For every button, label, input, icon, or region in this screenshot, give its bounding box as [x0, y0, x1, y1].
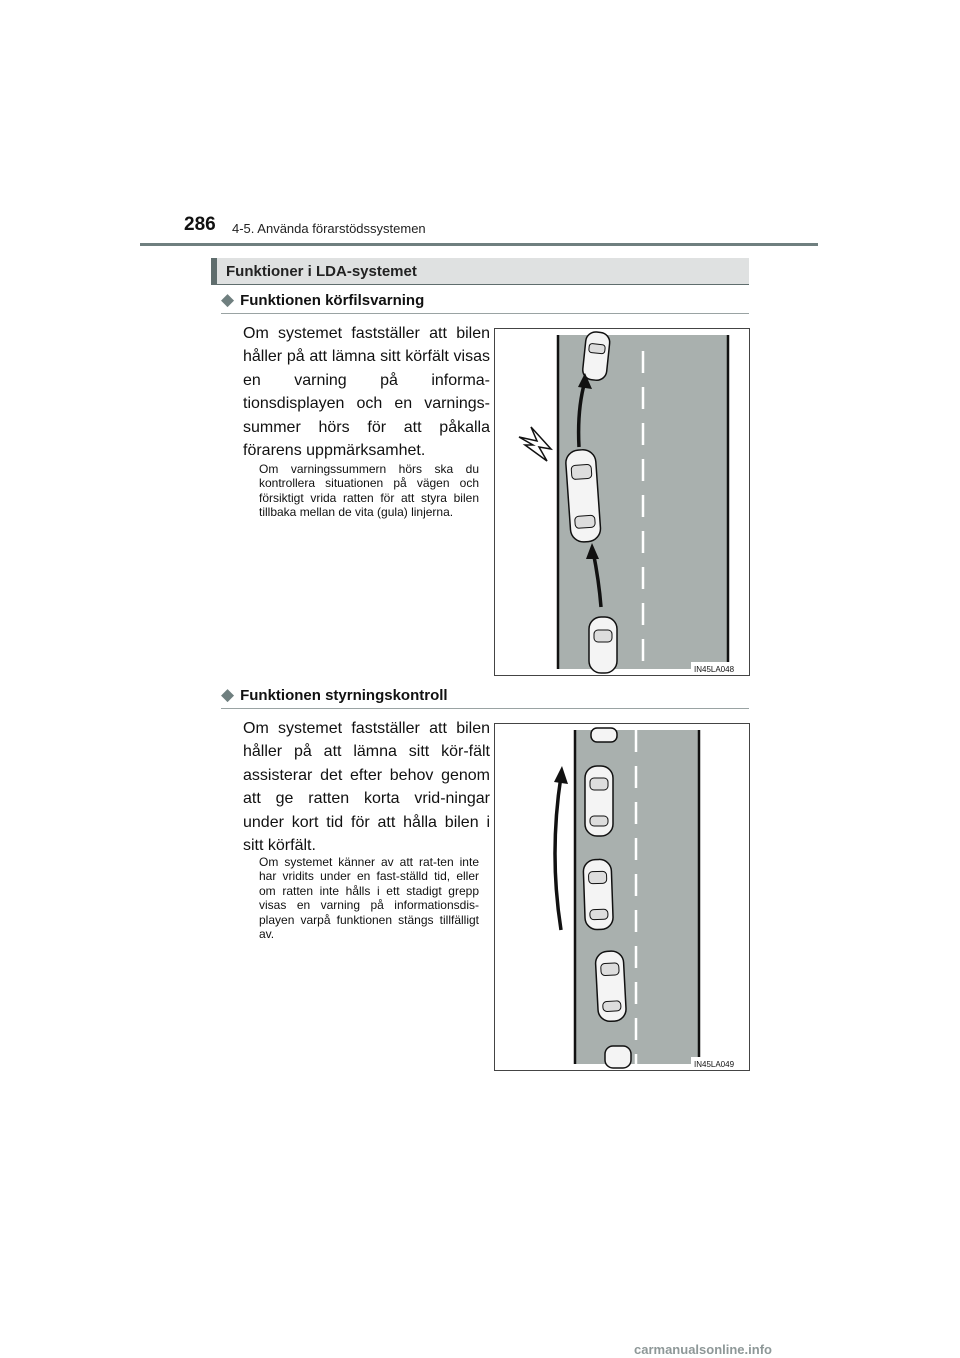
- car-icon: [591, 728, 617, 742]
- car-icon: [595, 951, 627, 1022]
- chapter-title: 4-5. Använda förarstödssystemen: [232, 221, 426, 236]
- note-paragraph: Om systemet känner av att rat-ten inte har vridits under en fast-ställd tid, eller om ratten inte hålls i ett stadigt grepp visas en varning på informationsdis-playen varpå funktionen stängs tillfälligt av.: [259, 855, 479, 942]
- figure-code: IN45LA048: [694, 665, 735, 674]
- lane-warning-figure: [494, 328, 750, 676]
- page-number: 286: [184, 214, 216, 235]
- curved-arrow-icon: [555, 776, 561, 930]
- subsection-rule: [221, 708, 749, 709]
- note-paragraph: Om varningssummern hörs ska du kontrollera situationen på vägen och försiktigt vrida ratten för att styra bilen tillbaka mellan de vita (gula) linjerna.: [259, 462, 479, 520]
- subsection-heading: [221, 290, 424, 310]
- car-icon: [585, 766, 613, 836]
- subsection-heading: [221, 685, 448, 705]
- body-paragraph: Om systemet fastställer att bilen håller på att lämna sitt kör-fält assisterar det efter behov genom att ge ratten korta vrid-ningar under kort tid för att hålla bilen i sitt körfält.: [243, 720, 490, 855]
- watermark: carmanualsonline.info: [634, 1342, 772, 1357]
- warning-buzzer-icon: [519, 427, 551, 461]
- subsection-rule: [221, 313, 749, 314]
- car-icon: [605, 1046, 631, 1068]
- subsection-title: Funktionen styrningskontroll: [240, 687, 448, 704]
- car-icon: [589, 617, 617, 673]
- diamond-bullet-icon: ◆: [221, 290, 235, 309]
- diamond-bullet-icon: ◆: [221, 685, 235, 704]
- car-icon: [583, 859, 613, 930]
- car-icon: [582, 331, 611, 381]
- header-rule: [140, 243, 818, 246]
- steering-control-figure: [494, 723, 750, 1071]
- car-icon: [565, 449, 601, 543]
- figure-code: IN45LA049: [694, 1060, 735, 1069]
- body-paragraph: Om systemet fastställer att bilen håller på att lämna sitt körfält visas en varning på informa-tionsdisplayen och en varnings-summer hörs för att påkalla förarens uppmärksamhet.: [243, 325, 490, 460]
- subsection-title: Funktionen körfilsvarning: [240, 292, 425, 309]
- section-title: Funktioner i LDA-systemet: [226, 263, 417, 280]
